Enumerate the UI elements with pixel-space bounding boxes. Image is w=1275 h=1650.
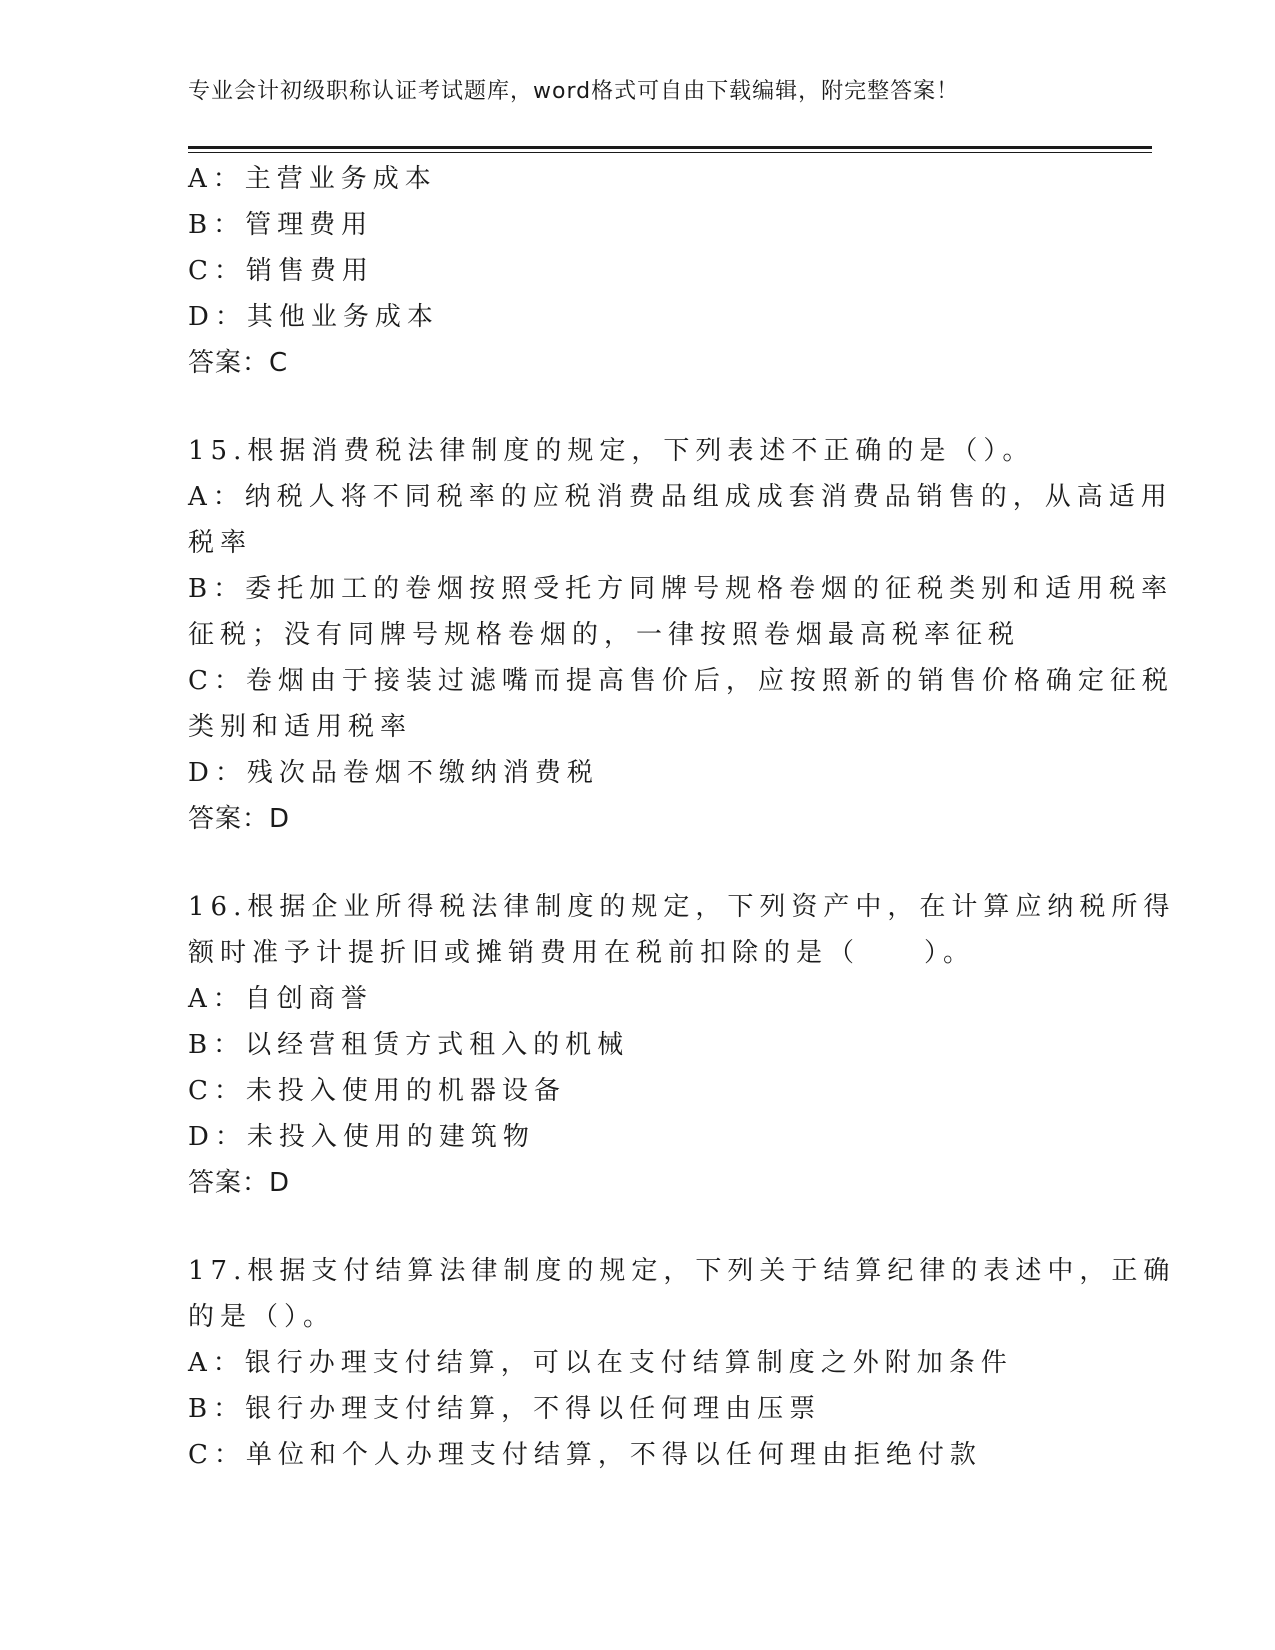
question-stem: 17.根据支付结算法律制度的规定，下列关于结算纪律的表述中，正确 — [188, 1256, 1176, 1286]
option-a: A：银行办理支付结算，可以在支付结算制度之外附加条件 — [188, 1348, 1013, 1378]
option-a: A：自创商誉 — [188, 984, 373, 1014]
option-c: C：未投入使用的机器设备 — [188, 1076, 566, 1106]
header-rule-thick — [188, 146, 1152, 149]
option-c: C：单位和个人办理支付结算，不得以任何理由拒绝付款 — [188, 1440, 982, 1470]
answer: 答案：D — [188, 1168, 291, 1198]
option-d: D：其他业务成本 — [188, 302, 439, 332]
option-b-continued: 征税；没有同牌号规格卷烟的，一律按照卷烟最高税率征税 — [188, 620, 1021, 650]
page-header: 专业会计初级职称认证考试题库，word格式可自由下载编辑，附完整答案！ — [188, 79, 960, 104]
option-b: B：管理费用 — [188, 210, 374, 240]
option-b: B：以经营租赁方式租入的机械 — [188, 1030, 630, 1060]
header-divider — [188, 146, 1152, 153]
question-17 — [188, 1248, 1176, 1478]
question-stem-continued: 的是（）。 — [188, 1302, 336, 1332]
option-c: C：卷烟由于接装过滤嘴而提高售价后，应按照新的销售价格确定征税 — [188, 666, 1174, 696]
option-a: A：纳税人将不同税率的应税消费品组成成套消费品销售的，从高适用 — [188, 482, 1173, 512]
question-stem-continued: 额时准予计提折旧或摊销费用在税前扣除的是（ ）。 — [188, 938, 976, 968]
answer: 答案：D — [188, 804, 291, 834]
option-c-continued: 类别和适用税率 — [188, 712, 413, 742]
question-14 — [188, 156, 1078, 386]
spacer — [188, 842, 1078, 884]
question-stem: 15.根据消费税法律制度的规定，下列表述不正确的是（）。 — [188, 436, 1035, 466]
option-b: B：委托加工的卷烟按照受托方同牌号规格卷烟的征税类别和适用税率 — [188, 574, 1174, 604]
option-d: D：残次品卷烟不缴纳消费税 — [188, 758, 599, 788]
question-15 — [188, 428, 1174, 842]
spacer — [188, 386, 1078, 428]
answer: 答案：C — [188, 348, 289, 378]
option-b: B：银行办理支付结算，不得以任何理由压票 — [188, 1394, 822, 1424]
option-a-continued: 税率 — [188, 528, 253, 558]
question-stem: 16.根据企业所得税法律制度的规定，下列资产中，在计算应纳税所得 — [188, 892, 1176, 922]
option-a: A：主营业务成本 — [188, 164, 437, 194]
question-16 — [188, 884, 1176, 1206]
spacer — [188, 1206, 1078, 1248]
option-d: D：未投入使用的建筑物 — [188, 1122, 535, 1152]
option-c: C：销售费用 — [188, 256, 374, 286]
header-rule-thin — [188, 152, 1152, 153]
document-body — [188, 156, 1176, 1478]
